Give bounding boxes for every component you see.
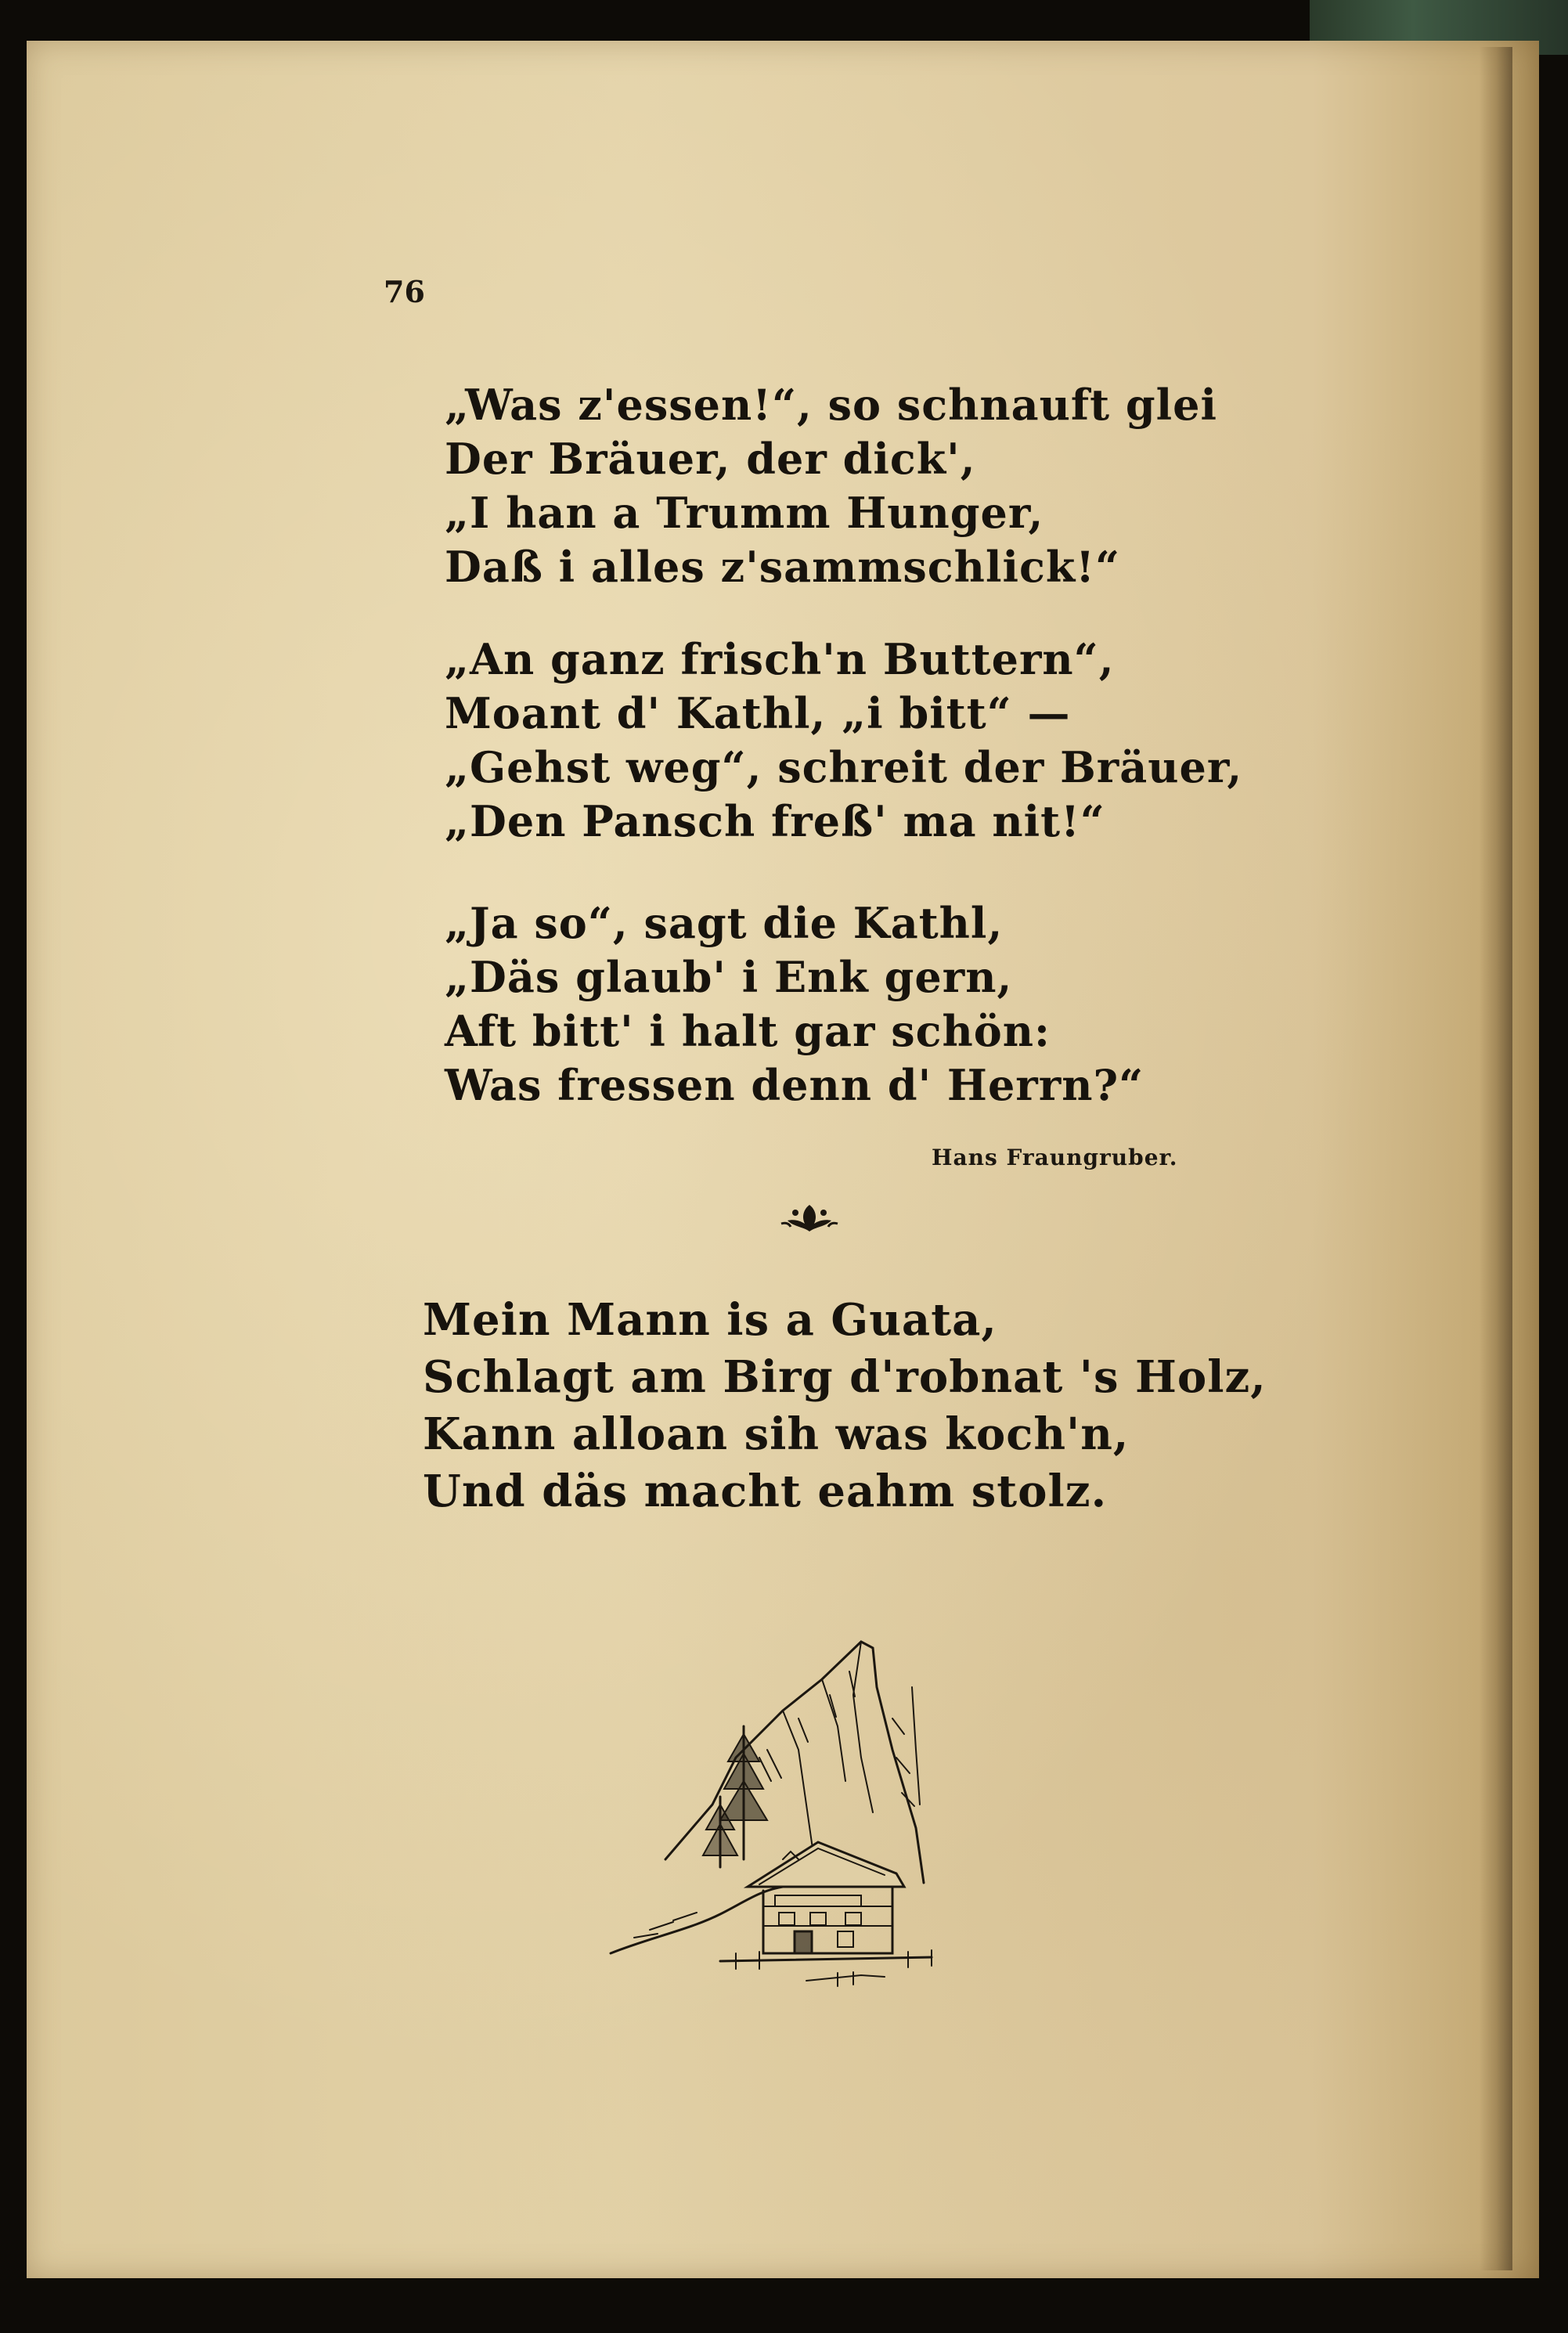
poem-stanza-3 bbox=[445, 896, 1306, 1112]
poem-stanza-2 bbox=[445, 633, 1306, 849]
poem-line: Aft bitt' i halt gar schön: bbox=[445, 1006, 1051, 1056]
poem-line: „Ja so“, sagt die Kathl, bbox=[445, 898, 1004, 948]
floral-fleuron-icon bbox=[780, 1200, 839, 1235]
page-number: 76 bbox=[384, 274, 425, 309]
poem-line: Moant d' Kathl, „i bitt“ — bbox=[445, 688, 1071, 738]
alpine-hut-illustration bbox=[603, 1624, 1010, 2000]
poem-stanza-1 bbox=[445, 378, 1306, 594]
poem-line: Mein Mann is a Guata, bbox=[423, 1294, 997, 1346]
author-signature: Hans Fraungruber. bbox=[932, 1145, 1178, 1170]
poem-line: Daß i alles z'sammschlick!“ bbox=[445, 542, 1121, 592]
poem-line: Kann alloan sih was koch'n, bbox=[423, 1408, 1130, 1460]
poem-stanza-4 bbox=[423, 1292, 1284, 1520]
poem-line: Was fressen denn d' Herrn?“ bbox=[445, 1060, 1144, 1110]
poem-line: „Gehst weg“, schreit der Bräuer, bbox=[445, 742, 1243, 792]
poem-line: „I han a Trumm Hunger, bbox=[445, 488, 1044, 538]
page-spine-shadow bbox=[1480, 47, 1512, 2270]
poem-line: „Was z'essen!“, so schnauft glei bbox=[445, 380, 1217, 430]
poem-line: Und däs macht eahm stolz. bbox=[423, 1466, 1108, 1517]
poem-line: Der Bräuer, der dick', bbox=[445, 434, 976, 484]
poem-line: „Däs glaub' i Enk gern, bbox=[445, 952, 1013, 1002]
poem-line: Schlagt am Birg d'robnat 's Holz, bbox=[423, 1351, 1267, 1403]
poem-line: „Den Pansch freß' ma nit!“ bbox=[445, 796, 1105, 846]
poem-line: „An ganz frisch'n Buttern“, bbox=[445, 634, 1115, 684]
